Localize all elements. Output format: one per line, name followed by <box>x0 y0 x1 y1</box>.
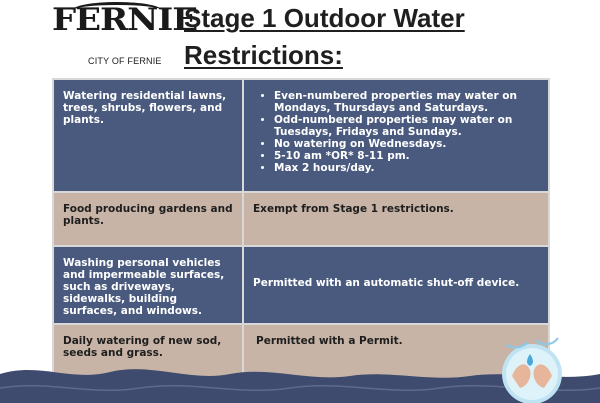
activity-cell: Food producing gardens and plants. <box>53 192 243 246</box>
page-title <box>184 0 584 74</box>
rule-cell: Permitted with an automatic shut-off device. <box>243 246 549 324</box>
rule-item: • Max 2 hours/day. <box>274 162 540 174</box>
title-line-1: Stage 1 Outdoor Water <box>184 3 465 33</box>
table-row <box>53 192 549 246</box>
city-of-fernie-logo <box>52 0 198 70</box>
rule-item: • Odd-numbered properties may water on Tuesdays, Fridays and Sundays. <box>274 114 540 138</box>
title-line-2: Restrictions: <box>184 40 343 70</box>
table-row <box>53 246 549 324</box>
activity-cell: Washing personal vehicles and impermeable surfaces, such as driveways, sidewalks, building surfaces, and windows. <box>53 246 243 324</box>
table-row <box>53 79 549 192</box>
logo-subtitle: CITY OF FERNIE <box>88 56 162 66</box>
logo-wordmark: FERNIE <box>52 1 198 39</box>
rule-list <box>256 90 540 174</box>
activity-cell: Daily watering of new sod, seeds and grass. <box>53 324 243 384</box>
activity-cell: Watering residential lawns, trees, shrubs, flowers, and plants. <box>53 79 243 192</box>
restrictions-table <box>52 78 550 385</box>
rule-item: • No watering on Wednesdays. <box>274 138 540 150</box>
rule-cell: Permitted with a Permit. <box>243 324 549 384</box>
hands-water-icon <box>492 324 570 403</box>
rule-item: • 5-10 am *OR* 8-11 pm. <box>274 150 540 162</box>
rule-item: • Even-numbered properties may water on Mondays, Thursdays and Saturdays. <box>274 90 540 114</box>
rule-cell: Exempt from Stage 1 restrictions. <box>243 192 549 246</box>
rule-cell <box>243 79 549 192</box>
